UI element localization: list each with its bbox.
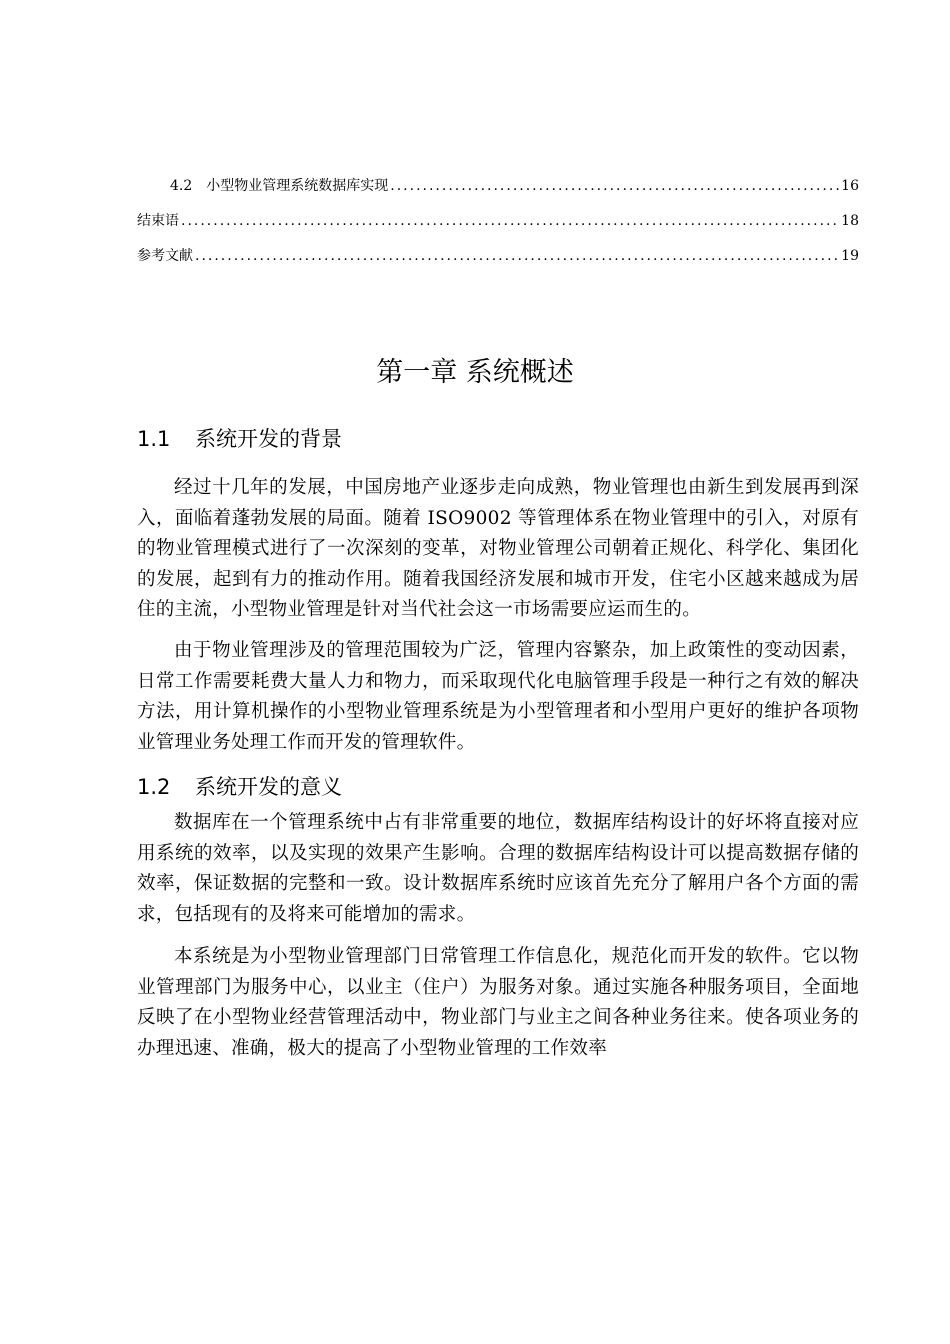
section-number: 1.2	[137, 775, 171, 799]
toc-leader-dots	[390, 176, 839, 196]
toc-entry-page: 19	[841, 248, 859, 264]
toc-leader-dots	[195, 246, 839, 266]
toc-entry-page: 16	[841, 178, 859, 194]
toc-entry[interactable]	[137, 176, 859, 211]
toc-entry-title: 结束语	[137, 213, 179, 229]
toc-entry-title: 4.2 小型物业管理系统数据库实现	[170, 178, 389, 194]
body-paragraph: 由于物业管理涉及的管理范围较为广泛，管理内容繁杂，加上政策性的变动因素，日常工作需要耗费大量人力和物力，而采取现代化电脑管理手段是一种行之有效的解决方法，用计算机操作的小型物业管理系统是为小型管理者和小型用户更好的维护各项物业管理业务处理工作而开发的管理软件。	[137, 640, 859, 753]
body-paragraph: 数据库在一个管理系统中占有非常重要的地位，数据库结构设计的好坏将直接对应用系统的效率，以及实现的效果产生影响。合理的数据库结构设计可以提高数据存储的效率，保证数据的完整和一致。设计数据库系统时应该首先充分了解用户各个方面的需求，包括现有的及将来可能增加的需求。	[137, 812, 859, 925]
section-heading	[137, 772, 342, 802]
section-number: 1.1	[137, 427, 171, 451]
toc-entry-title: 参考文献	[137, 248, 193, 264]
toc-leader-dots	[181, 211, 839, 231]
section-heading	[137, 424, 342, 454]
toc-entry[interactable]	[137, 246, 859, 281]
section-title: 系统开发的意义	[195, 775, 342, 799]
table-of-contents	[137, 176, 859, 281]
toc-entry[interactable]	[137, 211, 859, 246]
body-paragraph: 本系统是为小型物业管理部门日常管理工作信息化，规范化而开发的软件。它以物业管理部门为服务中心，以业主（住户）为服务对象。通过实施各种服务项目，全面地反映了在小型物业经营管理活动中，物业部门与业主之间各种业务往来。使各项业务的办理迅速、准确，极大的提高了小型物业管理的工作效率	[137, 946, 859, 1059]
chapter-title: 第一章 系统概述	[376, 357, 574, 388]
body-paragraph: 经过十几年的发展，中国房地产业逐步走向成熟，物业管理也由新生到发展再到深入，面临着蓬勃发展的局面。随着 ISO9002 等管理体系在物业管理中的引入，对原有的物业管理模式进行了一次深刻的变革，对物业管理公司朝着正规化、科学化、集团化的发展，起到有力的推动作用。随着我国经济发展和城市开发，住宅小区越来越成为居住的主流，小型物业管理是针对当代社会这一市场需要应运而生的。	[137, 477, 859, 620]
section-title: 系统开发的背景	[195, 427, 342, 451]
toc-entry-page: 18	[841, 213, 859, 229]
